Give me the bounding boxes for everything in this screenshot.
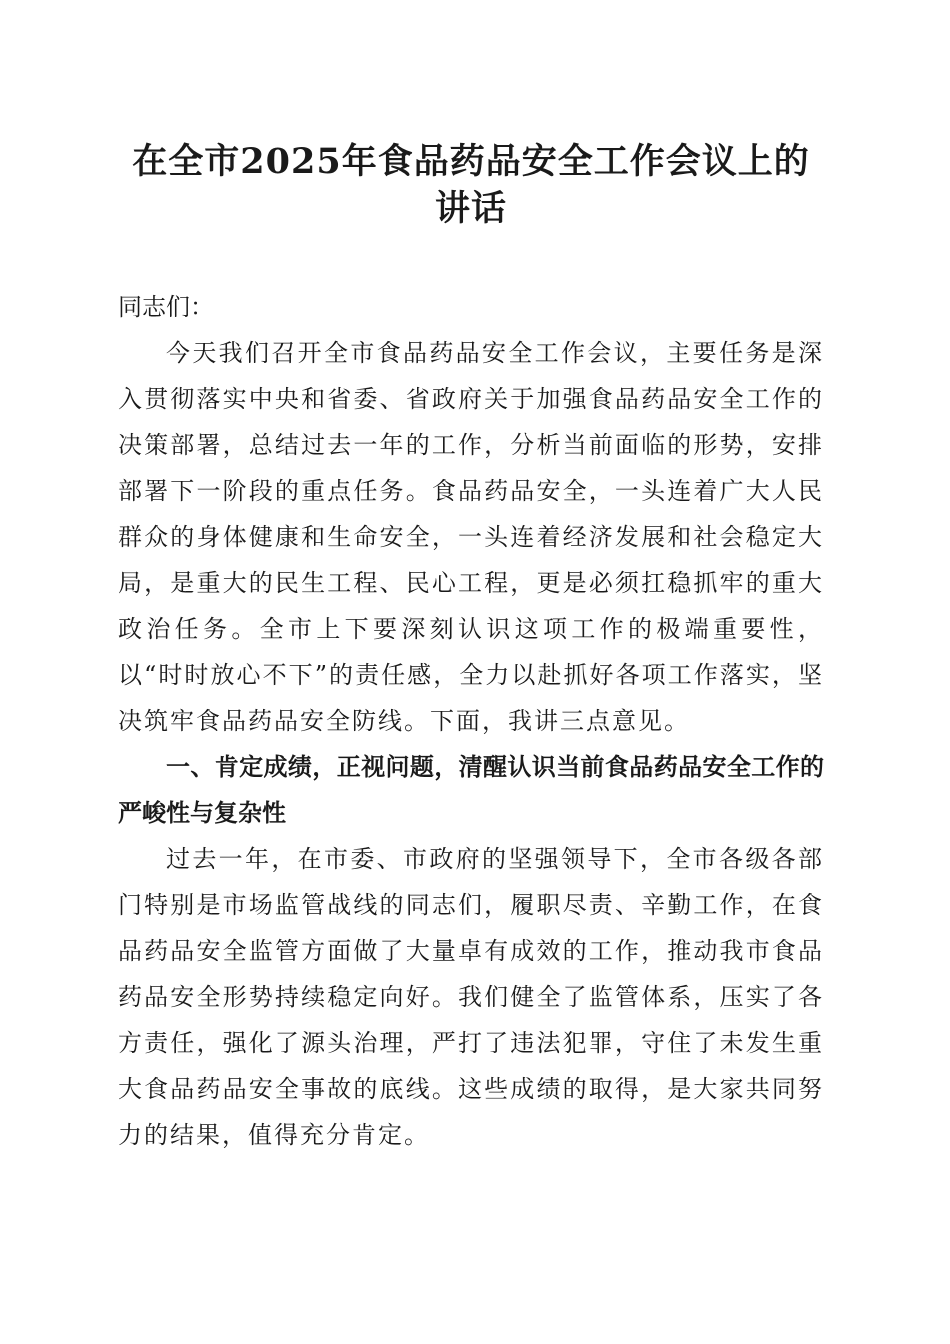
- section-heading: 一、肯定成绩，正视问题，清醒认识当前食品药品安全工作的严峻性与复杂性: [118, 753, 824, 827]
- intro-paragraph: 今天我们召开全市食品药品安全工作会议，主要任务是深入贯彻落实中央和省委、省政府关于加强食品药品安全工作的决策部署，总结过去一年的工作，分析当前面临的形势，安排部署下一阶段的重点任务。食品药品安全，一头连着广大人民群众的身体健康和生命安全，一头连着经济发展和社会稳定大局，是重大的民生工程、民心工程，更是必须扛稳抓牢的重大政治任务。全市上下要深刻认识这项工作的极端重要性，以“时时放心不下”的责任感，全力以赴抓好各项工作落实，坚决筑牢食品药品安全防线。下面，我讲三点意见。: [118, 339, 824, 735]
- section-paragraph: 过去一年，在市委、市政府的坚强领导下，全市各级各部门特别是市场监管战线的同志们，履职尽责、辛勤工作，在食品药品安全监管方面做了大量卓有成效的工作，推动我市食品药品安全形势持续稳定向好。我们健全了监管体系，压实了各方责任，强化了源头治理，严打了违法犯罪，守住了未发生重大食品药品安全事故的底线。这些成绩的取得，是大家共同努力的结果，值得充分肯定。: [118, 845, 824, 1149]
- document-title: 在全市2025年食品药品安全工作会议上的讲话: [132, 141, 810, 229]
- salutation: 同志们：: [118, 293, 214, 321]
- document-page: [118, 138, 824, 1158]
